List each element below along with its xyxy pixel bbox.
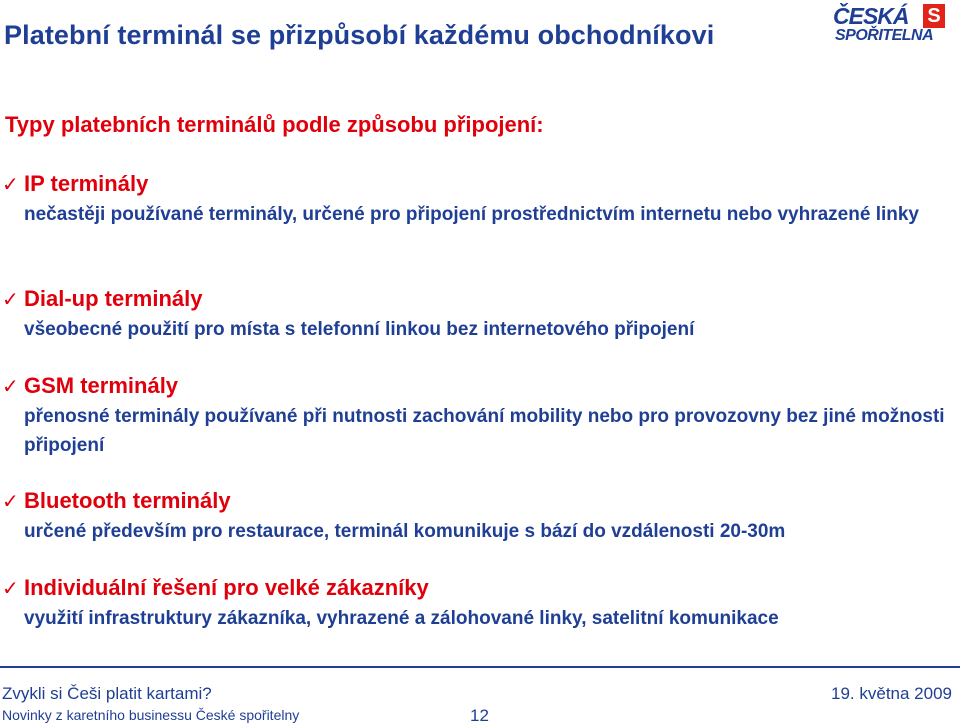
list-item [2, 170, 952, 229]
logo-line1: ČESKÁ [833, 3, 909, 29]
item-description: využití infrastruktury zákazníka, vyhrazené a zálohované linky, satelitní komunikace [24, 608, 779, 629]
checkmark-icon: ✓ [2, 489, 19, 513]
checkmark-icon: ✓ [2, 374, 19, 398]
item-description: přenosné terminály používané při nutnosti zachování mobility nebo pro provozovny bez jiné možnosti připojení [24, 406, 945, 456]
footer-subtitle: Novinky z karetního businessu České spořitelny [2, 707, 300, 723]
logo-s-mark-icon: S [923, 4, 945, 28]
checkmark-icon: ✓ [2, 576, 19, 600]
list-item [2, 372, 952, 460]
footer-divider [0, 666, 960, 668]
footer-presentation-title: Zvykli si Češi platit kartami? [2, 684, 212, 703]
logo-line2: SPOŘITELNA [835, 27, 934, 44]
checkmark-icon: ✓ [2, 172, 19, 196]
checkmark-icon: ✓ [2, 287, 19, 311]
footer-date: 19. května 2009 [831, 684, 952, 703]
item-description: všeobecné použití pro místa s telefonní linkou bez internetového připojení [24, 319, 695, 340]
item-heading: GSM terminály [24, 373, 179, 398]
list-item [2, 285, 952, 344]
slide-title: Platební terminál se přizpůsobí každému obchodníkovi [4, 20, 715, 50]
item-heading: Individuální řešení pro velké zákazníky [24, 575, 429, 600]
item-description: nečastěji používané terminály, určené pro připojení prostřednictvím internetu nebo vyhrazené linky [24, 204, 919, 225]
item-heading: Bluetooth terminály [24, 488, 231, 513]
list-item [2, 487, 952, 546]
ceska-sporitelna-logo [833, 4, 948, 46]
list-item [2, 574, 952, 633]
item-description: určené především pro restaurace, terminál komunikuje s bází do vzdálenosti 20-30m [24, 521, 786, 542]
item-heading: IP terminály [24, 171, 149, 196]
page-number: 12 [470, 706, 489, 725]
section-subtitle: Typy platebních terminálů podle způsobu připojení: [5, 112, 544, 137]
item-heading: Dial-up terminály [24, 286, 203, 311]
